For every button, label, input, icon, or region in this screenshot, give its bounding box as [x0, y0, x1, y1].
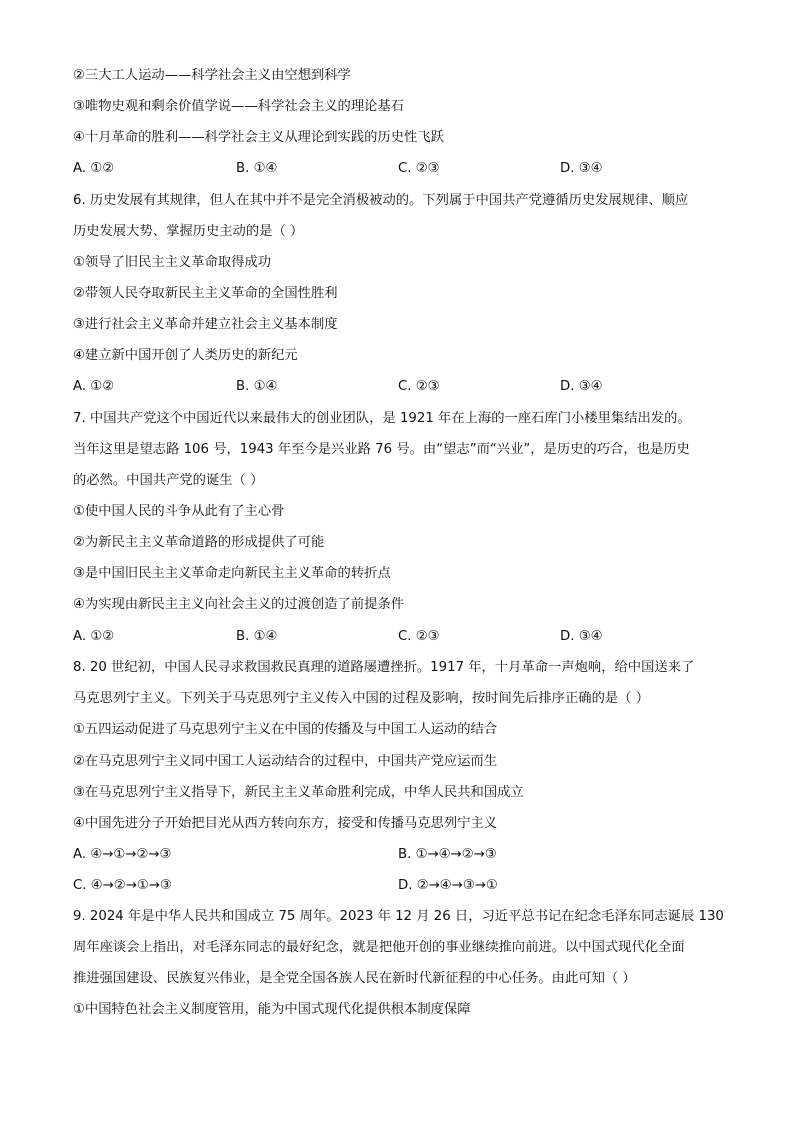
q5-statement-4: ④十月革命的胜利——科学社会主义从理论到实践的历史性飞跃 — [73, 130, 444, 145]
q8-statement-2: ②在马克思列宁主义同中国工人运动结合的过程中，中国共产党应运而生 — [73, 754, 498, 769]
q6-options — [73, 377, 733, 397]
q5-option-d: D. ③④ — [560, 161, 603, 176]
q8-stem-line-2: 马克思列宁主义。下列关于马克思列宁主义传入中国的过程及影响，按时间先后排序正确的是（ ） — [73, 691, 649, 706]
q7-option-c: C. ②③ — [398, 629, 440, 644]
q6-option-b: B. ①④ — [236, 379, 278, 394]
q8-statement-4: ④中国先进分子开始把目光从西方转向东方，接受和传播马克思列宁主义 — [73, 816, 498, 831]
q7-option-d: D. ③④ — [560, 629, 603, 644]
q8-options-row-2 — [73, 876, 733, 896]
q8-options-row-1 — [73, 845, 733, 865]
q5-option-b: B. ①④ — [236, 161, 278, 176]
q6-statement-1: ①领导了旧民主主义革命取得成功 — [73, 255, 272, 270]
q6-stem-line-2: 历史发展大势、掌握历史主动的是（ ） — [73, 224, 304, 239]
q6-statement-4: ④建立新中国开创了人类历史的新纪元 — [73, 348, 298, 363]
q7-stem-line-2: 当年这里是望志路 106 号，1943 年至今是兴业路 76 号。由“望志”而“兴业”，是历史的巧合，也是历史 — [73, 442, 690, 457]
q7-option-a: A. ①② — [73, 629, 115, 644]
q9-statement-1: ①中国特色社会主义制度管用，能为中国式现代化提供根本制度保障 — [73, 1002, 471, 1017]
q7-statement-2: ②为新民主主义革命道路的形成提供了可能 — [73, 535, 325, 550]
q8-option-d: D. ②→④→③→① — [398, 878, 498, 893]
q7-statement-3: ③是中国旧民主主义革命走向新民主主义革命的转折点 — [73, 566, 391, 581]
q9-stem-line-3: 推进强国建设、民族复兴伟业，是全党全国各族人民在新时代新征程的中心任务。由此可知（ ） — [73, 971, 636, 986]
q9-stem-line-1: 9. 2024 年是中华人民共和国成立 75 周年。2023 年 12 月 26 日，习近平总书记在纪念毛泽东同志诞辰 130 — [73, 909, 724, 924]
q8-statement-3: ③在马克思列宁主义指导下，新民主主义革命胜利完成，中华人民共和国成立 — [73, 785, 524, 800]
q6-statement-2: ②带领人民夺取新民主主义革命的全国性胜利 — [73, 286, 338, 301]
q6-option-d: D. ③④ — [560, 379, 603, 394]
q5-option-a: A. ①② — [73, 161, 115, 176]
q7-statement-1: ①使中国人民的斗争从此有了主心骨 — [73, 504, 285, 519]
q7-stem-line-3: 的必然。中国共产党的诞生（ ） — [73, 473, 264, 488]
q5-statement-3: ③唯物史观和剩余价值学说——科学社会主义的理论基石 — [73, 99, 405, 114]
q6-option-c: C. ②③ — [398, 379, 440, 394]
q8-statement-1: ①五四运动促进了马克思列宁主义在中国的传播及与中国工人运动的结合 — [73, 722, 498, 737]
q8-option-b: B. ①→④→②→③ — [398, 847, 497, 862]
q7-statement-4: ④为实现由新民主主义向社会主义的过渡创造了前提条件 — [73, 597, 405, 612]
q8-option-c: C. ④→②→①→③ — [73, 878, 172, 893]
q6-statement-3: ③进行社会主义革命并建立社会主义基本制度 — [73, 317, 338, 332]
q7-option-b: B. ①④ — [236, 629, 278, 644]
q8-option-a: A. ④→①→②→③ — [73, 847, 172, 862]
q5-option-c: C. ②③ — [398, 161, 440, 176]
q7-options — [73, 627, 733, 647]
q6-option-a: A. ①② — [73, 379, 115, 394]
q8-stem-line-1: 8. 20 世纪初，中国人民寻求救国救民真理的道路屡遭挫折。1917 年，十月革命一声炮响，给中国送来了 — [73, 660, 695, 675]
q5-options — [73, 159, 733, 179]
q9-stem-line-2: 周年座谈会上指出，对毛泽东同志的最好纪念，就是把他开创的事业继续推向前进。以中国式现代化全面 — [73, 940, 685, 955]
q5-statement-2: ②三大工人运动——科学社会主义由空想到科学 — [73, 68, 351, 83]
q7-stem-line-1: 7. 中国共产党这个中国近代以来最伟大的创业团队，是 1921 年在上海的一座石库门小楼里集结出发的。 — [73, 411, 691, 426]
q6-stem-line-1: 6. 历史发展有其规律，但人在其中并不是完全消极被动的。下列属于中国共产党遵循历史发展规律、顺应 — [73, 193, 689, 208]
